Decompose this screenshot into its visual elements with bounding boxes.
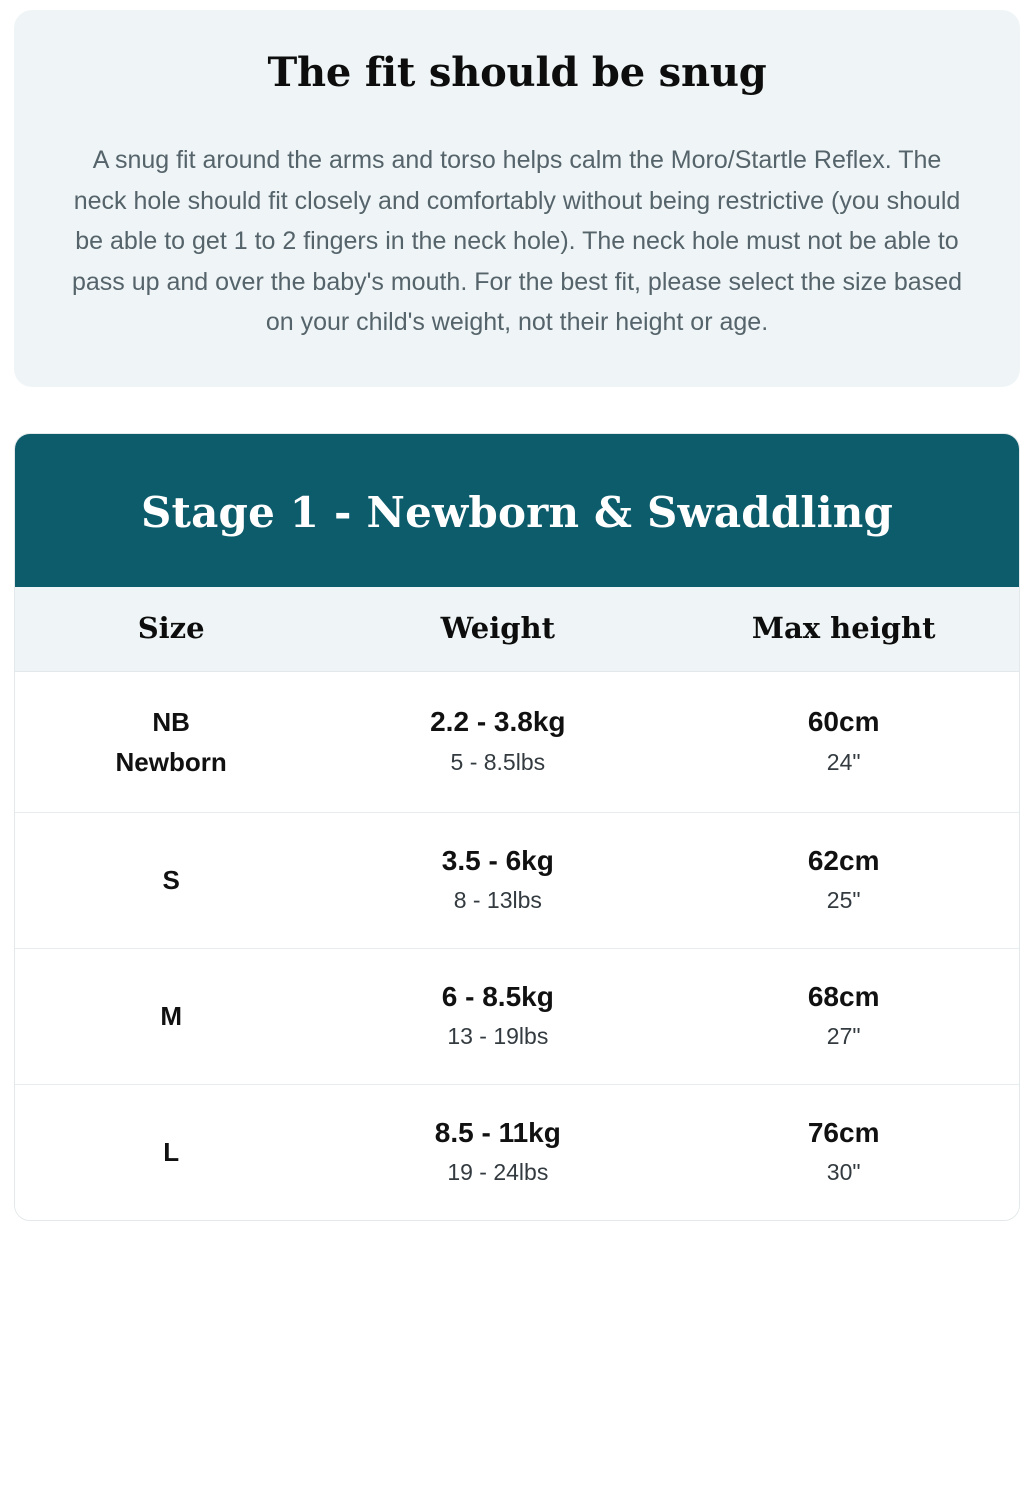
size-label-line1: L — [163, 1137, 180, 1168]
table-row — [15, 813, 1019, 949]
size-chart-table — [15, 587, 1019, 1220]
height-inches: 27" — [826, 1023, 861, 1050]
size-label-line2: Newborn — [115, 746, 227, 777]
weight-lbs: 8 - 13lbs — [453, 887, 542, 914]
fit-info-title: The fit should be snug — [267, 49, 767, 96]
size-label-line1: M — [160, 1001, 182, 1032]
cell-weight — [327, 948, 668, 1084]
fit-info-panel — [14, 10, 1020, 387]
height-cm: 62cm — [807, 845, 880, 877]
fit-info-body: A snug fit around the arms and torso helps calm the Moro/Startle Reflex. The neck hole should fit closely and comfortably without being restrictive (you should be able to get 1 to 2 fingers in the neck hole). The neck hole must not be able to pass up and over the baby's mouth. For the best fit, please select the size based on your child's weight, not their height or age. — [71, 146, 962, 336]
cell-max-height — [668, 671, 1019, 813]
height-cm: 60cm — [807, 706, 880, 738]
cell-size — [15, 1084, 327, 1219]
cell-weight — [327, 813, 668, 949]
weight-kg: 8.5 - 11kg — [434, 1116, 561, 1148]
column-header-size: Size — [15, 587, 327, 672]
weight-kg: 2.2 - 3.8kg — [430, 706, 566, 738]
size-chart-tbody — [15, 671, 1019, 1220]
table-row — [15, 948, 1019, 1084]
cell-weight — [327, 671, 668, 813]
height-cm: 68cm — [807, 980, 880, 1012]
weight-kg: 3.5 - 6kg — [441, 845, 554, 877]
weight-lbs: 13 - 19lbs — [447, 1023, 549, 1050]
weight-lbs: 19 - 24lbs — [447, 1159, 549, 1186]
cell-size — [15, 671, 327, 813]
cell-weight — [327, 1084, 668, 1219]
height-inches: 30" — [826, 1159, 861, 1186]
cell-size — [15, 948, 327, 1084]
size-chart-card — [14, 433, 1020, 1221]
cell-max-height — [668, 813, 1019, 949]
cell-max-height — [668, 1084, 1019, 1219]
size-chart-header — [15, 434, 1019, 587]
column-header-weight: Weight — [327, 587, 668, 672]
size-chart-thead — [15, 587, 1019, 672]
height-inches: 24" — [826, 748, 861, 775]
table-row — [15, 1084, 1019, 1219]
size-label-line1: NB — [152, 706, 190, 737]
size-chart-header-row — [15, 587, 1019, 672]
weight-lbs: 5 - 8.5lbs — [450, 748, 546, 775]
weight-kg: 6 - 8.5kg — [441, 980, 554, 1012]
height-cm: 76cm — [807, 1116, 880, 1148]
column-header-max-height: Max height — [668, 587, 1019, 672]
height-inches: 25" — [826, 887, 861, 914]
size-chart-header-title: Stage 1 - Newborn & Swaddling — [140, 487, 894, 537]
cell-max-height — [668, 948, 1019, 1084]
table-row — [15, 671, 1019, 813]
cell-size — [15, 813, 327, 949]
size-label-line1: S — [162, 865, 180, 896]
